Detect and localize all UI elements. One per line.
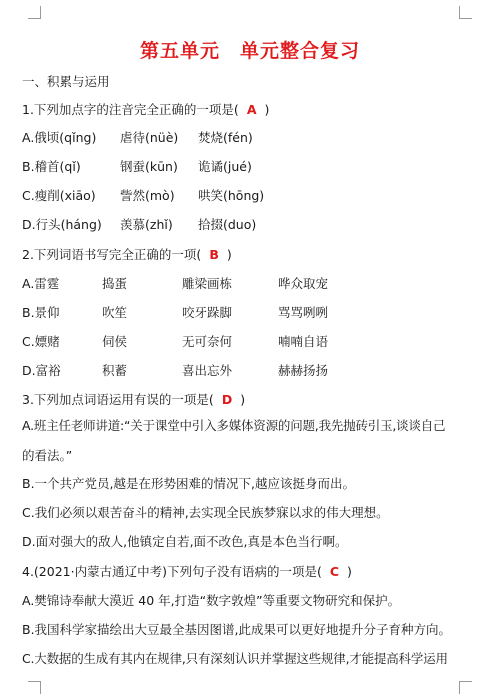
option-item: 伺侯 — [102, 334, 128, 349]
option-item: C.嫖赌 — [22, 334, 60, 349]
option-item: 吹笙 — [102, 305, 128, 320]
question-4-text: 4.(2021·内蒙古通辽中考)下列句子没有语病的一项是( — [22, 564, 322, 579]
option-item: 訾然(mò) — [120, 188, 175, 203]
q3-option-d: D.面对强大的敌人,他镇定自若,面不改色,真是本色当行啊。 — [22, 534, 348, 549]
option-item: 拾掇(duo) — [198, 217, 257, 232]
option-item: 焚烧(fén) — [198, 130, 253, 145]
question-4-answer: C — [329, 564, 340, 579]
question-2-answer: B — [209, 247, 219, 262]
question-3-stem — [22, 392, 245, 408]
option-item: A.雷霆 — [22, 276, 60, 291]
crop-mark-bottom-right — [459, 681, 472, 694]
q4-option-c: C.大数据的生成有其内在规律,只有深刻认识并掌握这些规律,才能提高科学运用 — [22, 651, 448, 666]
question-1-text: 1.下列加点字的注音完全正确的一项是( — [22, 102, 239, 117]
crop-mark-bottom-left — [28, 681, 41, 694]
question-4-close: ) — [347, 564, 352, 579]
option-item: 诡谲(jué) — [198, 159, 252, 174]
option-item: B.景仰 — [22, 305, 60, 320]
option-item: 哗众取宠 — [278, 276, 329, 291]
option-item: 积蓄 — [102, 363, 128, 378]
option-item: 虐待(nüè) — [120, 130, 179, 145]
option-item: 哄笑(hōng) — [198, 188, 265, 203]
q3-option-b: B.一个共产党员,越是在形势困难的情况下,越应该挺身而出。 — [22, 476, 355, 491]
option-item: 赫赫扬扬 — [278, 363, 329, 378]
question-2-close: ) — [226, 247, 232, 262]
crop-mark-top-right — [459, 6, 472, 19]
option-item: C.瘦削(xiāo) — [22, 188, 96, 203]
option-item: 捣蛋 — [102, 276, 128, 291]
question-3-answer: D — [221, 392, 233, 407]
option-item: 咬牙跺脚 — [182, 305, 233, 320]
question-1-close: ) — [264, 102, 270, 117]
option-item: D.富裕 — [22, 363, 61, 378]
q3-option-a: A.班主任老师讲道:“关于课堂中引入多媒体资源的问题,我先抛砖引玉,谈谈自己 — [22, 418, 446, 433]
question-1-stem — [22, 102, 269, 118]
question-2-stem — [22, 247, 232, 263]
question-3-text: 3.下列加点词语运用有误的一项是( — [22, 392, 214, 407]
option-item: 羡慕(zhǐ) — [120, 217, 173, 232]
option-item: 骂骂咧咧 — [278, 305, 329, 320]
option-item: 喃喃自语 — [278, 334, 329, 349]
crop-mark-top-left — [28, 6, 41, 19]
section-heading: 一、积累与运用 — [22, 74, 110, 89]
option-item: D.行头(háng) — [22, 217, 102, 232]
q4-option-a: A.樊锦诗奉献大漠近 40 年,打造“数字敦煌”等重要文物研究和保护。 — [22, 593, 401, 608]
question-3-close: ) — [240, 392, 246, 407]
question-2-text: 2.下列词语书写完全正确的一项( — [22, 247, 202, 262]
option-item: A.俄顷(qǐng) — [22, 130, 97, 145]
page-title: 第五单元 单元整合复习 — [139, 40, 360, 62]
option-item: 雕梁画栋 — [182, 276, 233, 291]
q3-option-c: C.我们必须以艰苦奋斗的精神,去实现全民族梦寐以求的伟大理想。 — [22, 505, 389, 520]
q4-option-b: B.我国科学家描绘出大豆最全基因图谱,此成果可以更好地提升分子育种方向。 — [22, 622, 452, 637]
q3-option-a-continued: 的看法。” — [22, 448, 73, 463]
option-item: 无可奈何 — [182, 334, 233, 349]
question-1-answer: A — [246, 102, 257, 117]
option-item: 钢蚕(kūn) — [120, 159, 178, 174]
option-item: 喜出忘外 — [182, 363, 233, 378]
option-item: B.稽首(qǐ) — [22, 159, 81, 174]
question-4-stem — [22, 564, 352, 580]
